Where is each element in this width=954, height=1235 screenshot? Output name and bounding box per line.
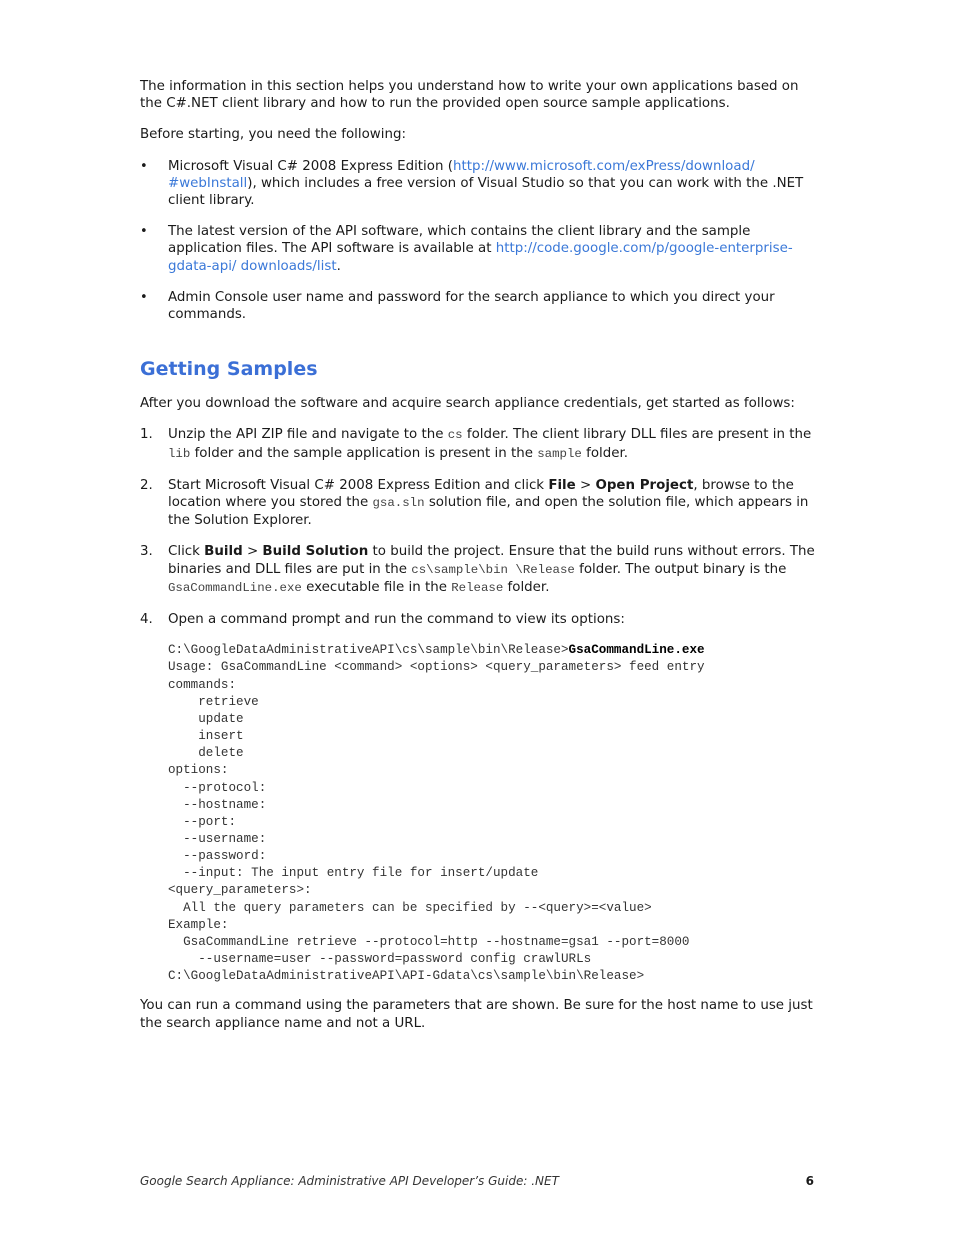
steps-list <box>140 426 816 628</box>
list-item: • Admin Console user name and password for the search appliance to which you direct your commands. <box>140 289 775 323</box>
page-footer <box>140 1174 816 1188</box>
list-item: • The latest version of the API software, which contains the client library and the sample application files. The API software is available at http://code.google.com/p/google-enterprise-gdata-api/ downloads/list. <box>140 224 793 274</box>
step-number: 4. <box>140 612 153 628</box>
bullet-icon: • <box>140 158 148 174</box>
inline-code: lib <box>168 446 191 461</box>
inline-code: cs\sample\bin \Release <box>411 562 575 577</box>
bullet-icon: • <box>140 289 148 305</box>
step-item: 2. Start Microsoft Visual C# 2008 Express Edition and click File > Open Project, browse to the location where you stored the gsa.sln solution file, and open the solution file, which appears in the Solution Explorer. <box>140 477 809 529</box>
page-number: 6 <box>805 1174 814 1188</box>
step-number: 1. <box>140 427 153 443</box>
inline-code: cs <box>447 428 463 443</box>
intro-paragraph: The information in this section helps you understand how to write your own applications based on the C#.NET client library and how to run the provided open source sample applications. <box>140 79 799 112</box>
menu-file-label: File <box>548 477 576 493</box>
api-download-link[interactable]: http://code.google.com/p/google-enterprise-gdata-api/ downloads/list <box>168 241 793 274</box>
section-heading: Getting Samples <box>140 358 318 381</box>
menu-open-project-label: Open Project <box>595 477 694 493</box>
menu-build-solution-label: Build Solution <box>262 544 369 560</box>
command-output-block <box>168 642 816 985</box>
requirements-list <box>140 158 816 324</box>
code-output: Usage: GsaCommandLine <command> <options> <query_parameters> feed entry commands: retrieve update insert delete options: --protocol: --hostname: --port: --username: --password: --input: The input entry file for insert/update <query_parameters>: All the query parameters can be specified by --<query>=<value> Example: GsaCommandLine retrieve --protocol=http --hostname=gsa1 --port=8000 --username=user --password=password config crawlURLs C:\GoogleDataAdministrativeAPI\API-Gdata\cs\sample\bin\Release> <box>168 660 705 984</box>
inline-code: gsa.sln <box>372 496 425 511</box>
closing-paragraph: You can run a command using the parameters that are shown. Be sure for the host name to use just the search appliance name and not a URL. <box>140 998 813 1031</box>
step-number: 3. <box>140 544 153 560</box>
bullet-icon: • <box>140 224 148 240</box>
visual-csharp-link[interactable]: http://www.microsoft.com/exPress/download/ #webInstall <box>168 158 755 191</box>
step-item: 1. Unzip the API ZIP file and navigate to the cs folder. The client library DLL files are present in the lib folder and the sample application is present in the sample folder. <box>140 427 812 461</box>
code-prompt: C:\GoogleDataAdministrativeAPI\cs\sample\bin\Release> <box>168 643 569 658</box>
menu-build-label: Build <box>204 544 243 560</box>
step-item: 4. Open a command prompt and run the command to view its options: <box>140 612 625 628</box>
section-lead: After you download the software and acquire search appliance credentials, get started as follows: <box>140 396 795 412</box>
inline-code: Release <box>451 580 504 595</box>
inline-code: sample <box>537 446 582 461</box>
page-content <box>140 78 816 1046</box>
step-item: 3. Click Build > Build Solution to build the project. Ensure that the build runs without errors. The binaries and DLL files are put in the cs\sample\bin \Release folder. The output binary is the GsaCommandLine.exe executable file in the Release folder. <box>140 544 815 595</box>
code-command: GsaCommandLine.exe <box>568 643 705 658</box>
step-number: 2. <box>140 477 153 493</box>
list-item: • Microsoft Visual C# 2008 Express Edition (http://www.microsoft.com/exPress/download/ #webInstall), which includes a free version of Visual Studio so that you can work with the .NET client library. <box>140 158 804 209</box>
inline-code: GsaCommandLine.exe <box>168 580 302 595</box>
intro-prerequisites: Before starting, you need the following: <box>140 127 406 143</box>
footer-title: Google Search Appliance: Administrative API Developer’s Guide: .NET <box>140 1174 559 1188</box>
